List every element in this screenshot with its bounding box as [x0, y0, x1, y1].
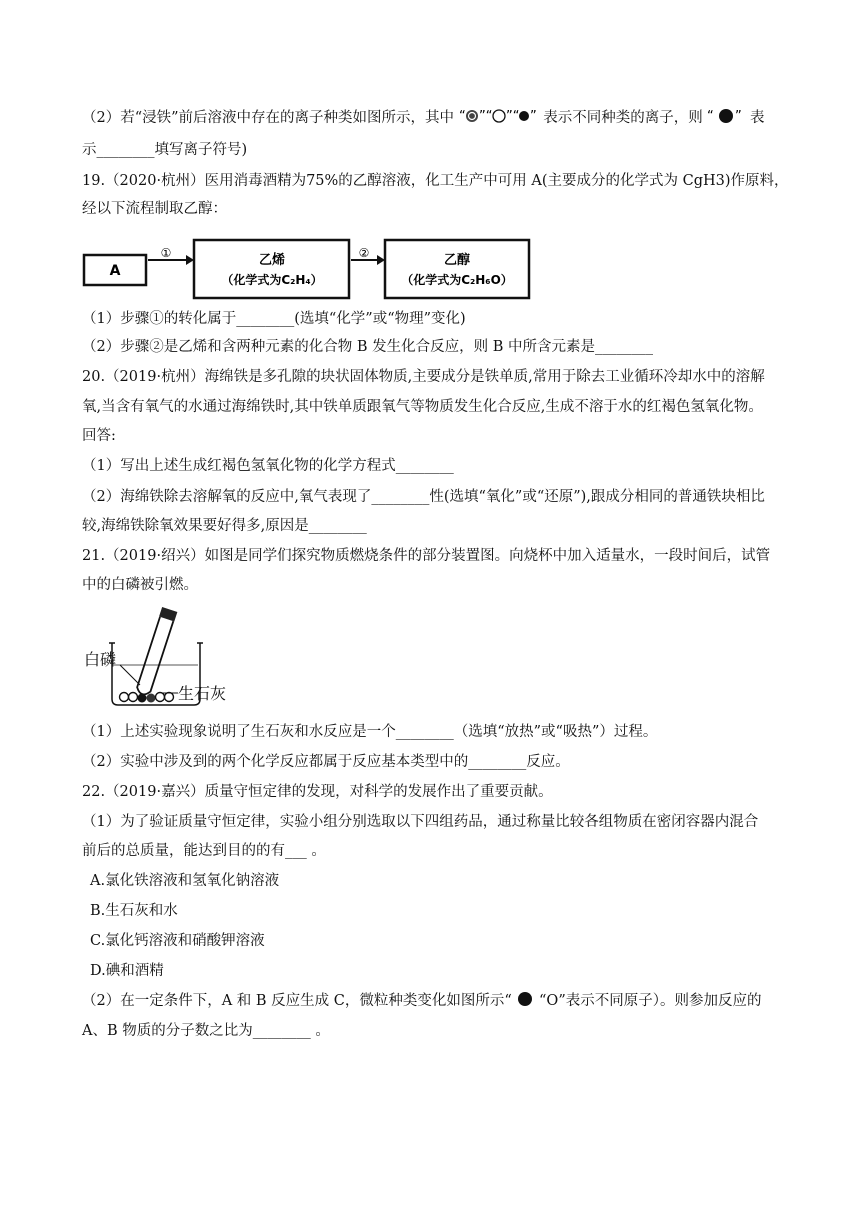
q20-stem-line1: 20.（2019·杭州）海绵铁是多孔隙的块状固体物质,主要成分是铁单质,常用于除去工业循环冷却水中的溶解 [82, 369, 765, 385]
q22-option-d: D.碘和酒精 [90, 963, 164, 979]
q21-part2: （2）实验中涉及到的两个化学反应都属于反应基本类型中的________反应。 [82, 754, 570, 770]
flow-step-2-label: ② [358, 246, 370, 260]
q19-part2: （2）步骤②是乙烯和含两种元素的化合物 B 发生化合反应，则 B 中所含元素是________ [82, 339, 653, 355]
q22-part1-line1: （1）为了验证质量守恒定律，实验小组分别选取以下四组药品，通过称量比较各组物质在密闭容器内混合 [82, 814, 759, 830]
flow-box-c-name: 乙醇 [443, 253, 471, 268]
q22-part1-line2: 前后的总质量，能达到目的的有___ 。 [82, 843, 326, 859]
flow-box-b [194, 240, 349, 298]
ion-symbols-icon [459, 108, 539, 130]
q22-option-b: B.生石灰和水 [90, 903, 178, 919]
flow-box-a-label: A [109, 263, 121, 279]
q18-part2-line2: 示________填写离子符号) [82, 142, 248, 158]
q18-part2-text-a: （2）若“浸铁”前后溶液中存在的离子种类如图所示，其中 [82, 110, 455, 126]
q20-stem-line3: 回答: [82, 428, 116, 444]
q19-stem-line1: 19.（2020·杭州）医用消毒酒精为75%的乙醇溶液，化工生产中可用 A(主要成分的化学式为 CgH3)作原料， [82, 173, 789, 189]
q22-part2-line1 [82, 991, 782, 1013]
q19-flow-diagram [82, 230, 532, 302]
q20-stem-line2: 氧,当含有氧气的水通过海绵铁时,其中铁单质跟氧气等物质发生化合反应,生成不溶于水的红褐色氢氧化物。 [82, 399, 763, 415]
q20-part2-line2: 较,海绵铁除氧效果要好得多,原因是________ [82, 518, 367, 534]
svg-text:“: “ [707, 109, 715, 124]
flow-box-b-formula: （化学式为C₂H₄） [221, 273, 323, 287]
q18-part2-line1 [82, 108, 782, 130]
q21-part1: （1）上述实验现象说明了生石灰和水反应是一个________（选填“放热”或“吸热”）过程。 [82, 724, 658, 740]
q22-stem: 22.（2019·嘉兴）质量守恒定律的发现，对科学的发展作出了重要贡献。 [82, 784, 553, 800]
q18-part2-text-b: 表示不同种类的离子，则 [543, 110, 703, 126]
svg-text:”: ” [735, 109, 743, 124]
q19-stem-line2: 经以下流程制取乙醇： [82, 201, 227, 217]
flow-box-c [385, 240, 529, 298]
test-tube-icon [135, 607, 178, 697]
svg-text:”“: ”“ [478, 109, 493, 124]
svg-text:”“: ”“ [505, 109, 520, 124]
q22-part2-line2: A、B 物质的分子数之比为________ 。 [82, 1023, 330, 1039]
flow-box-c-formula: （化学式为C₂H₆O） [401, 273, 513, 287]
q22-option-a: A.氯化铁溶液和氢氧化钠溶液 [90, 873, 280, 889]
q20-part1: （1）写出上述生成红褐色氢氧化物的化学方程式________ [82, 458, 454, 474]
fig-label-quicklime: 生石灰 [178, 684, 227, 703]
flow-box-b-name: 乙烯 [258, 253, 286, 268]
q22-part2-text-b: “O”表示不同原子）。则参加反应的 [539, 993, 762, 1009]
q21-stem-line1: 21.（2019·绍兴）如图是同学们探究物质燃烧条件的部分装置图。向烧杯中加入适量水，一段时间后，试管 [82, 548, 771, 564]
black-atom-icon [516, 991, 534, 1013]
svg-text:“: “ [458, 109, 466, 124]
q18-part2-text-c: 表 [750, 110, 765, 126]
q21-apparatus-figure [82, 603, 242, 713]
q19-part1: （1）步骤①的转化属于________(选填“化学”或“物理”变化) [82, 311, 466, 327]
fig-label-white-phosphorus: 白磷 [84, 650, 117, 669]
flow-step-1-label: ① [160, 246, 172, 260]
svg-text:”: ” [529, 109, 537, 124]
black-ion-icon [707, 108, 745, 130]
q22-option-c: C.氯化钙溶液和硝酸钾溶液 [90, 933, 265, 949]
q22-part2-text-a: （2）在一定条件下，A 和 B 反应生成 C，微粒种类变化如图所示“ [82, 993, 512, 1009]
q20-part2-line1: （2）海绵铁除去溶解氧的反应中,氧气表现了________性(选填“氧化”或“还原”),跟成分相同的普通铁块相比 [82, 489, 765, 505]
q21-stem-line2: 中的白磷被引燃。 [82, 577, 198, 593]
